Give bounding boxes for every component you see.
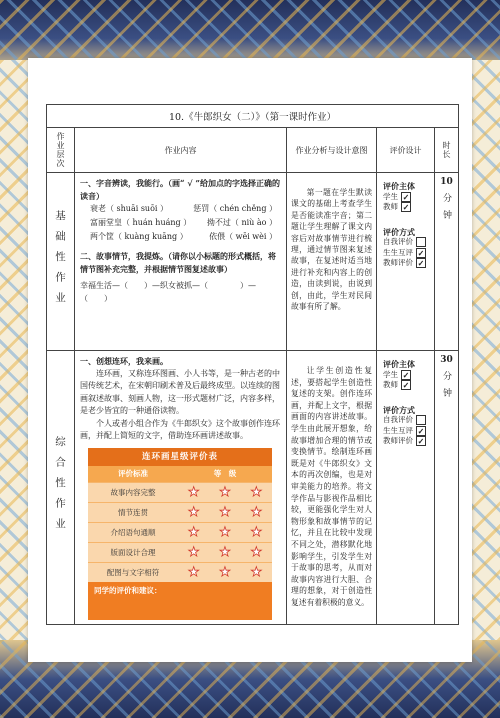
star-icon[interactable]: ★ xyxy=(219,504,231,520)
level-basic: 基础性作业 xyxy=(47,173,75,351)
comp-para2: 个人或者小组合作为《牛郎织女》这个故事创作连环画，并配上简短的文字，借助连环画讲述故事。 xyxy=(80,418,280,440)
rubric-feedback[interactable]: 同学的评价和建议： xyxy=(88,582,272,620)
checkbox-checked[interactable]: ✓ xyxy=(417,258,425,269)
comprehensive-duration: 30 分钟 xyxy=(435,351,459,625)
checkbox-checked[interactable]: ✓ xyxy=(402,202,410,213)
pinyin-item: 两个筐（ kuàng kuāng ） xyxy=(90,232,188,241)
comprehensive-content xyxy=(75,351,287,625)
pinyin-item: 拗不过（ niù ào ） xyxy=(206,218,277,227)
checkbox-checked[interactable]: ✓ xyxy=(417,436,425,447)
star-icon[interactable]: ★ xyxy=(250,544,263,560)
star-icon[interactable]: ★ xyxy=(219,544,231,560)
header-duration: 时长 xyxy=(435,128,459,173)
pinyin-row xyxy=(80,230,281,244)
eval-teacher-row: 教师 ✓ xyxy=(383,202,410,213)
comprehensive-evaluation xyxy=(377,351,435,625)
rubric-row: 配图与文字相符 ★ ★ ★ xyxy=(88,562,272,582)
checkbox-unchecked[interactable] xyxy=(416,415,426,425)
comprehensive-analysis: 让学生创造性复述，要搭起学生创造性复述的支架。创作连环画，并配上文字，根据画面的内容讲述故事。学生由此展开想象，给故事增加合理的情节或变换情节。绘制连环画既是对《牛郎织女》文本的再次创编，也是对审美能力的培养。将文学作品与影视作品相比较，更能强化学生对人物形象和故事情节的记忆，并且在比较中发现不同之处，潜移默化地影响学生，引发学生对于故事的思考，从而对故事内容进行大胆、合理的想象，对于创造性复述有着积极的意义。 xyxy=(287,351,377,625)
eval-peer-row: 生生互评 ✓ xyxy=(383,425,425,436)
task1-title: 一、字音辨读，我能行。（画“ √ ”给加点的字选择正确的读音） xyxy=(80,178,281,201)
eval-teacher-row: 教师 ✓ xyxy=(383,380,410,391)
pinyin-row xyxy=(80,202,281,216)
eval-subject-title: 评价主体 xyxy=(383,359,415,369)
basic-analysis: 第一题在学生默读课文的基础上考查学生是否能读准字音；第二题让学生理解了课文内容后对故事情节进行梳理，通过情节图来复述故事，在复述时适当地进行补充和内容上的创造，由读到说，由说到创，由此，学生对民间故事有所了解。 xyxy=(287,173,377,351)
star-icon[interactable]: ★ xyxy=(250,484,263,500)
star-icon[interactable]: ★ xyxy=(250,564,263,580)
star-icon[interactable]: ★ xyxy=(187,564,200,580)
task2-title: 二、故事情节，我提炼。（请你以小标题的形式概括，将情节图补充完整，并根据情节图复述故事） xyxy=(80,251,276,274)
eval-teacher-eval-row: 教师评价 ✓ xyxy=(383,436,425,447)
basic-duration: 10 分钟 xyxy=(435,173,459,351)
checkbox-checked[interactable]: ✓ xyxy=(402,380,410,391)
rubric-table xyxy=(88,448,272,620)
header-analysis: 作业分析与设计意图 xyxy=(287,128,377,173)
rubric-row: 情节连贯 ★ ★ ★ xyxy=(88,502,272,522)
eval-subject-title: 评价主体 xyxy=(383,181,415,191)
eval-peer-row: 生生互评 ✓ xyxy=(383,247,425,258)
eval-method-title: 评价方式 xyxy=(383,404,415,415)
checkbox-checked[interactable]: ✓ xyxy=(417,425,425,436)
rubric-title: 连环画星级评价表 xyxy=(88,448,272,466)
eval-teacher-eval-row: 教师评价 ✓ xyxy=(383,258,425,269)
eval-student-row: 学生 ✓ xyxy=(383,369,410,380)
header-content: 作业内容 xyxy=(75,128,287,173)
rubric-row: 故事内容完整 ★ ★ ★ xyxy=(88,482,272,502)
eval-student-row: 学生 ✓ xyxy=(383,191,410,202)
rubric-row: 介绍语句通顺 ★ ★ ★ xyxy=(88,522,272,542)
level-comprehensive: 综合性作业 xyxy=(47,351,75,625)
star-icon[interactable]: ★ xyxy=(187,544,200,560)
star-icon[interactable]: ★ xyxy=(250,504,263,520)
checkbox-unchecked[interactable] xyxy=(416,237,426,247)
rubric-header: 评价标准 等 级 xyxy=(88,466,272,482)
eval-method-title: 评价方式 xyxy=(383,226,415,237)
star-icon[interactable]: ★ xyxy=(187,484,200,500)
star-icon[interactable]: ★ xyxy=(219,484,231,500)
pinyin-item: 衰老（ shuāi suōi ） xyxy=(90,204,168,213)
star-icon[interactable]: ★ xyxy=(250,524,263,540)
basic-content xyxy=(75,173,287,351)
eval-self-row: 自我评价 xyxy=(383,237,428,248)
checkbox-checked[interactable]: ✓ xyxy=(402,191,410,202)
pinyin-item: 富丽堂皇（ huán huáng ） xyxy=(90,218,192,227)
comp-task-title: 一、创想连环，我来画。 xyxy=(80,356,168,366)
page-title: 10.《牛郎织女（二）》（第一课时作业） xyxy=(47,105,459,128)
star-icon[interactable]: ★ xyxy=(187,524,200,540)
homework-table xyxy=(46,104,459,625)
task2-plot-chain: 幸福生活—（ ）—织女被抓—（ ）—（ ） xyxy=(80,281,256,303)
pinyin-item: 惩罚（ chén chěng ） xyxy=(193,204,277,213)
star-icon[interactable]: ★ xyxy=(219,524,231,540)
header-level: 作业层次 xyxy=(47,128,75,173)
pinyin-item: 依偎（ wēi wèi ） xyxy=(209,232,277,241)
rubric-row: 版面设计合理 ★ ★ ★ xyxy=(88,542,272,562)
worksheet-paper xyxy=(28,58,472,662)
checkbox-checked[interactable]: ✓ xyxy=(402,369,410,380)
comp-para1: 连环画，又称连环图画、小人书等，是一种古老的中国传统艺术，在宋朝印刷术普及后最终成型。以连续的图画叙述故事、刻画人物，这一形式题材广泛，内容多样，是老少皆宜的一种通俗读物。 xyxy=(80,368,280,415)
star-icon[interactable]: ★ xyxy=(187,504,200,520)
checkbox-checked[interactable]: ✓ xyxy=(417,247,425,258)
eval-self-row: 自我评价 xyxy=(383,415,428,426)
basic-evaluation xyxy=(377,173,435,351)
pinyin-row xyxy=(80,216,281,230)
header-evaluation: 评价设计 xyxy=(377,128,435,173)
star-icon[interactable]: ★ xyxy=(219,564,231,580)
